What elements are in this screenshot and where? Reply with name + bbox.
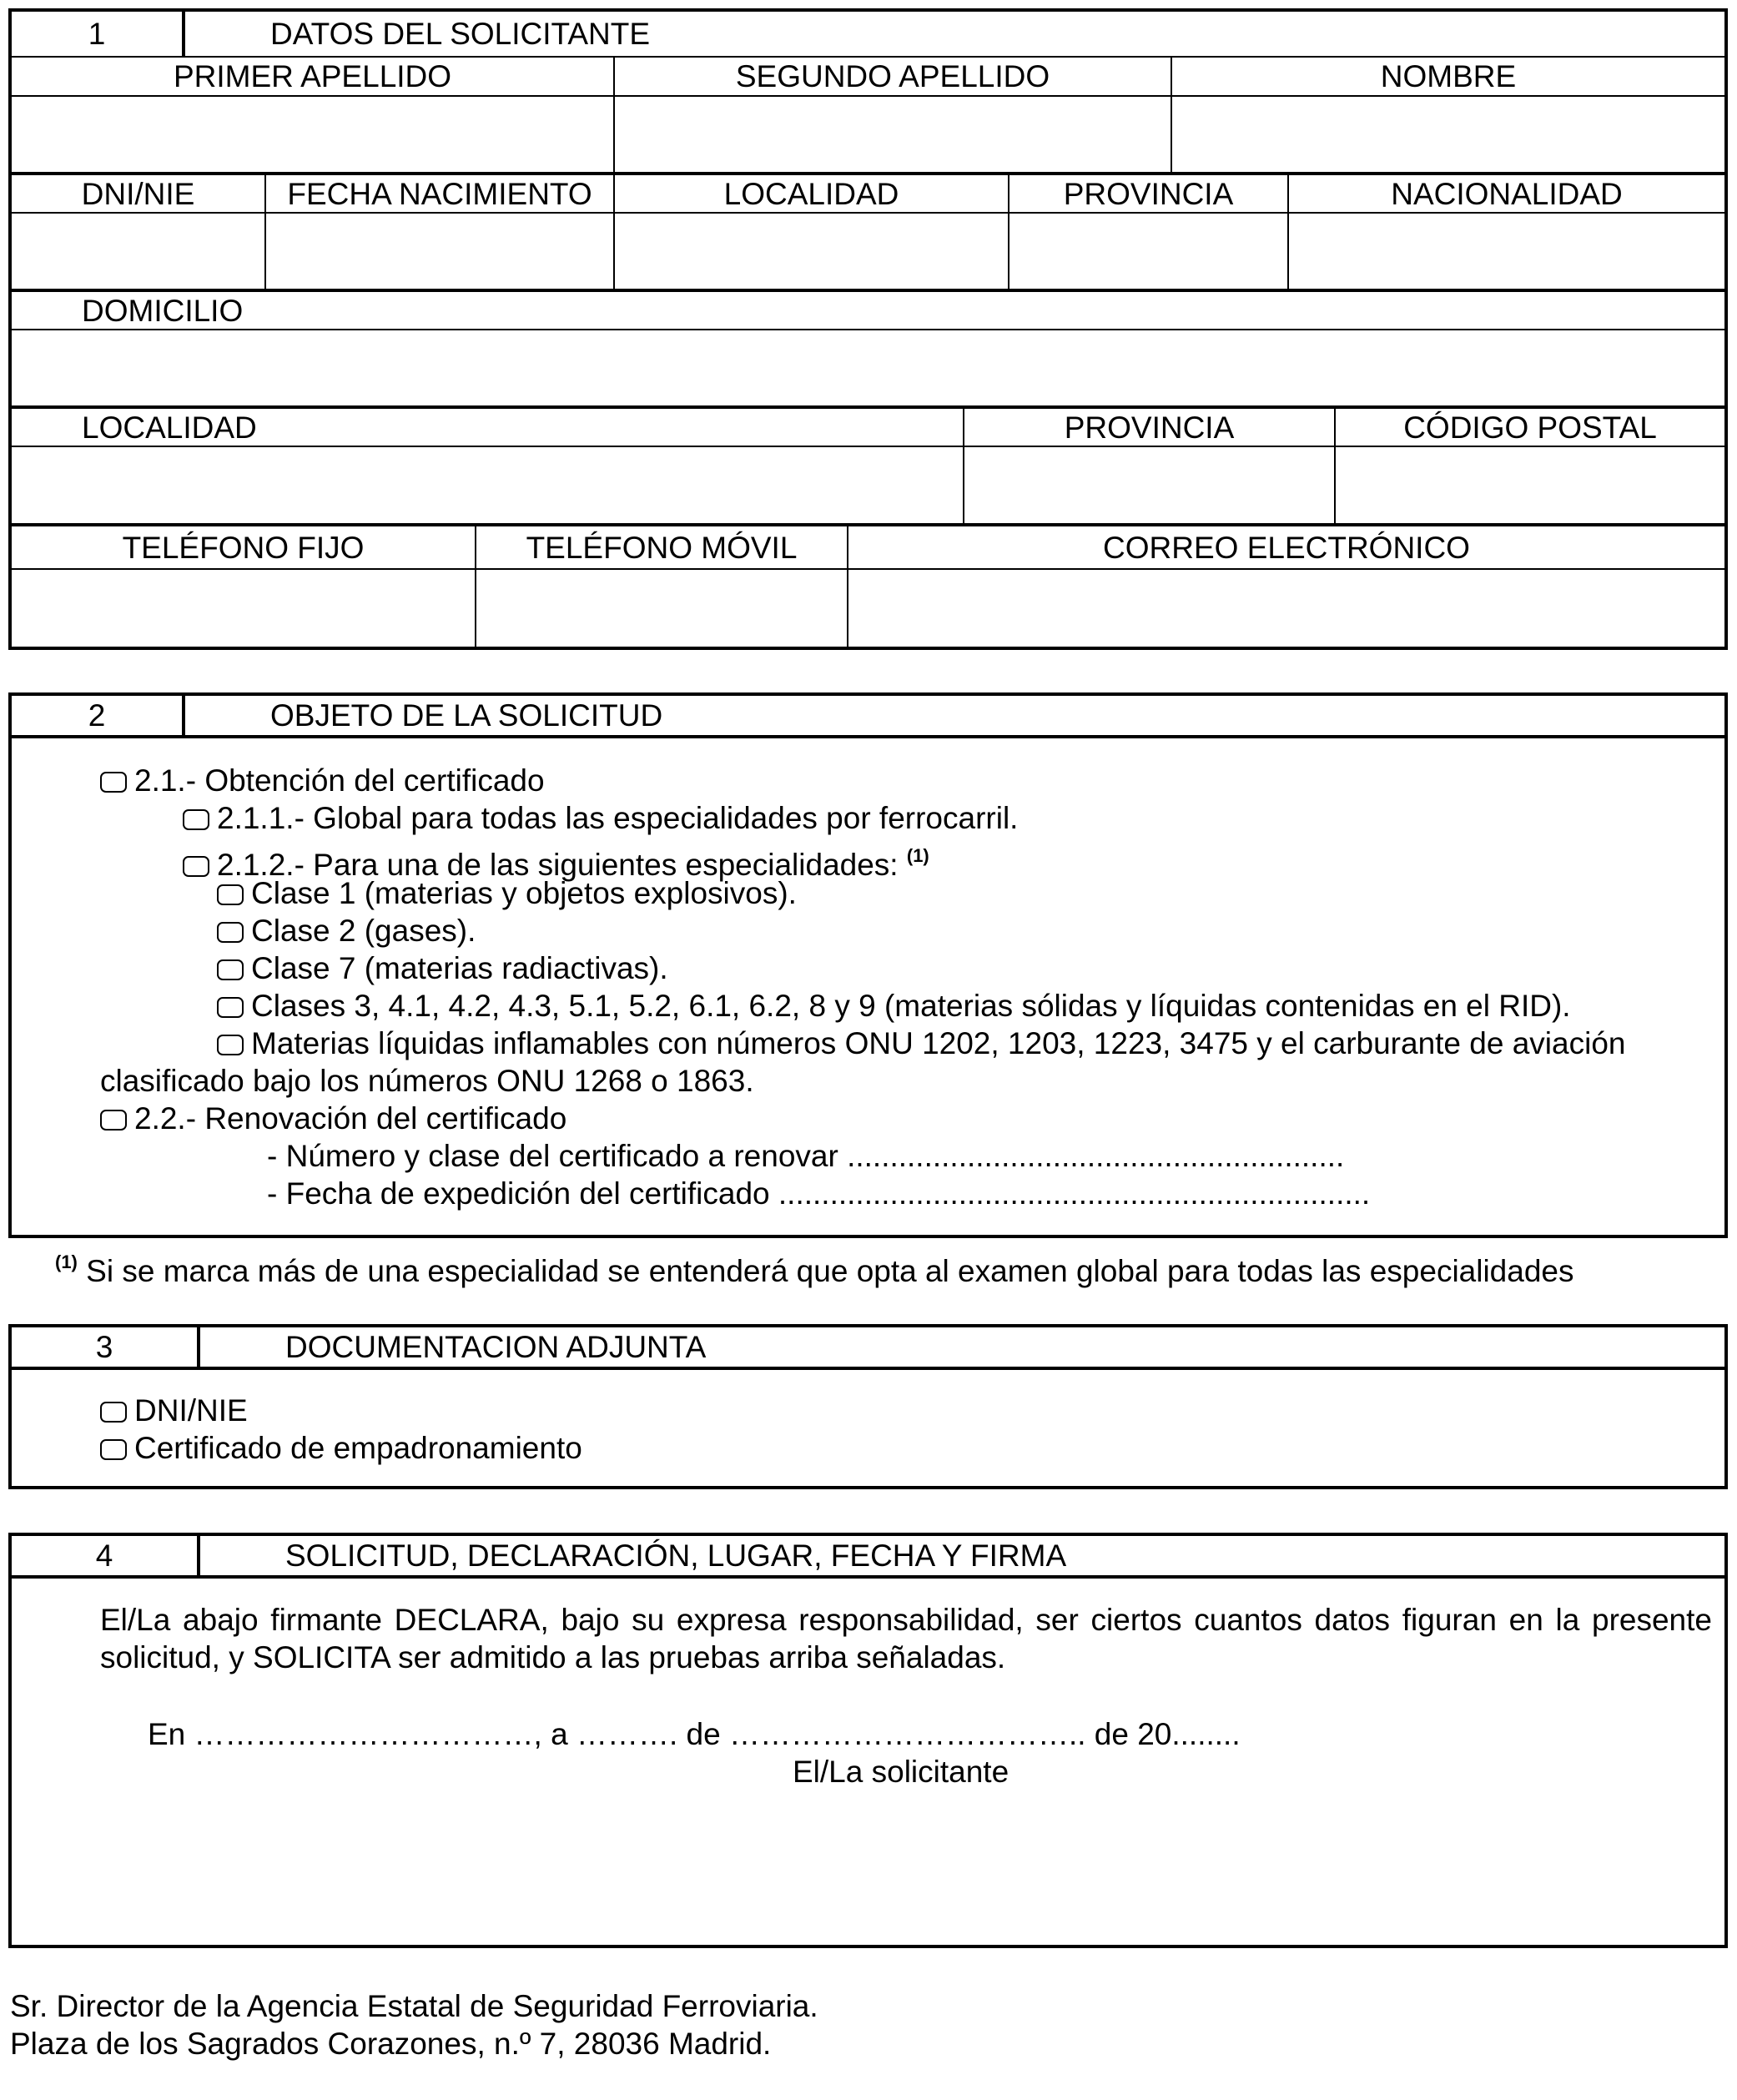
section-solicitud-firma xyxy=(8,1533,1728,1948)
option-obtencion-label: 2.1.- Obtención del certificado xyxy=(134,763,545,798)
doc-dni-nie[interactable] xyxy=(100,1392,248,1429)
checkbox-global[interactable] xyxy=(183,809,209,830)
option-liquidas-label-line1: Materias líquidas inflamables con números ONU 1202, 1203, 1223, 3475 y el carburante de aviación xyxy=(251,1026,1626,1060)
field-primer-apellido[interactable] xyxy=(12,97,615,172)
field-segundo-apellido[interactable] xyxy=(615,97,1172,172)
checkbox-clases-rid[interactable] xyxy=(217,997,244,1018)
section-2-header xyxy=(12,696,1724,738)
row-address-labels xyxy=(12,409,1724,447)
doc-empadronamiento[interactable] xyxy=(100,1429,582,1467)
footnote xyxy=(55,1243,1574,1290)
label-primer-apellido: PRIMER APELLIDO xyxy=(12,58,615,95)
fecha-expedicion-certificado[interactable]: - Fecha de expedición del certificado ..................................................................... xyxy=(267,1176,1371,1211)
section-1-header xyxy=(12,12,1724,58)
section-title: SOLICITUD, DECLARACIÓN, LUGAR, FECHA Y FIRMA xyxy=(285,1538,1067,1573)
option-clase-2[interactable] xyxy=(217,912,476,949)
label-provincia: PROVINCIA xyxy=(964,409,1336,446)
section-number: 1 xyxy=(12,12,185,56)
field-dni-nie[interactable] xyxy=(12,214,266,289)
section-title: DOCUMENTACION ADJUNTA xyxy=(285,1330,707,1364)
option-una-especialidad-label: 2.1.2.- Para una de las siguientes especialidades: xyxy=(217,848,907,882)
option-obtencion[interactable] xyxy=(100,762,545,799)
label-localidad: LOCALIDAD xyxy=(12,409,964,446)
field-localidad-nacimiento[interactable] xyxy=(615,214,1009,289)
declaration-text: El/La abajo firmante DECLARA, bajo su expresa responsabilidad, ser ciertos cuantos datos figuran en la presente solicitud, y SOLICITA ser admitido a las pruebas arriba señaladas. xyxy=(100,1603,1712,1674)
checkbox-obtencion[interactable] xyxy=(100,772,127,793)
option-global[interactable] xyxy=(183,799,1018,837)
field-localidad[interactable] xyxy=(12,447,964,523)
checkbox-clase-7[interactable] xyxy=(217,959,244,980)
footnote-text: Si se marca más de una especialidad se entenderá que opta al examen global para todas las especialidades xyxy=(77,1254,1574,1288)
option-clase-7-label: Clase 7 (materias radiactivas). xyxy=(251,951,668,985)
option-liquidas-label-line2: clasificado bajo los números ONU 1268 o 1863. xyxy=(100,1064,754,1098)
signer-label: El/La solicitante xyxy=(793,1755,1009,1789)
row-domicilio-field xyxy=(12,330,1724,409)
field-telefono-fijo[interactable] xyxy=(12,570,476,647)
field-fecha-nacimiento[interactable] xyxy=(266,214,615,289)
signature-area[interactable] xyxy=(596,1803,1180,1920)
label-codigo-postal: CÓDIGO POSTAL xyxy=(1403,410,1657,445)
checkbox-liquidas-inflamables[interactable] xyxy=(217,1035,244,1055)
option-clase-2-label: Clase 2 (gases). xyxy=(251,914,476,948)
checkbox-clase-2[interactable] xyxy=(217,922,244,943)
section-datos-solicitante xyxy=(8,8,1728,650)
row-identity-fields xyxy=(12,214,1724,292)
numero-clase-certificado[interactable]: - Número y clase del certificado a renovar .......................................................... xyxy=(267,1139,1345,1173)
label-domicilio: DOMICILIO xyxy=(82,293,244,328)
checkbox-una-especialidad[interactable] xyxy=(183,856,209,877)
option-clase-1-label: Clase 1 (materias y objetos explosivos). xyxy=(251,876,797,910)
option-clase-1[interactable] xyxy=(217,874,797,912)
option-global-label: 2.1.1.- Global para todas las especialidades por ferrocarril. xyxy=(217,801,1019,835)
field-domicilio[interactable] xyxy=(12,330,1724,405)
field-correo-electronico[interactable] xyxy=(848,570,1724,647)
label-nacionalidad: NACIONALIDAD xyxy=(1391,176,1623,211)
row-names-labels xyxy=(12,58,1724,97)
footnote-ref: (1) xyxy=(906,845,929,866)
label-nombre: NOMBRE xyxy=(1380,59,1517,93)
option-renovacion-label: 2.2.- Renovación del certificado xyxy=(134,1101,567,1136)
section-number: 3 xyxy=(12,1327,200,1367)
row-address-fields xyxy=(12,447,1724,526)
row-names-fields xyxy=(12,97,1724,175)
section-number: 2 xyxy=(12,696,185,735)
section-number: 4 xyxy=(12,1536,200,1575)
doc-dni-nie-label: DNI/NIE xyxy=(134,1393,248,1428)
section-4-header xyxy=(12,1536,1724,1579)
section-title: DATOS DEL SOLICITANTE xyxy=(270,17,651,51)
field-codigo-postal[interactable] xyxy=(1336,447,1724,523)
field-telefono-movil[interactable] xyxy=(476,570,848,647)
option-clase-7[interactable] xyxy=(217,949,668,987)
place-date-line[interactable]: En ……………………………, a ………. de …………………………….. de 20........ xyxy=(148,1717,1241,1751)
field-provincia[interactable] xyxy=(964,447,1336,523)
label-telefono-movil: TELÉFONO MÓVIL xyxy=(476,526,848,568)
address-line-2: Plaza de los Sagrados Corazones, n.º 7, 28036 Madrid. xyxy=(10,2027,772,2061)
label-dni-nie: DNI/NIE xyxy=(12,175,266,212)
option-liquidas-inflamables[interactable] xyxy=(217,1025,1625,1062)
label-correo-electronico: CORREO ELECTRÓNICO xyxy=(1103,530,1470,565)
checkbox-clase-1[interactable] xyxy=(217,884,244,905)
section-documentacion-adjunta xyxy=(8,1324,1728,1489)
section-objeto-solicitud xyxy=(8,692,1728,1238)
footnote-mark: (1) xyxy=(55,1251,78,1272)
field-provincia-nacimiento[interactable] xyxy=(1009,214,1289,289)
field-nombre[interactable] xyxy=(1172,97,1724,172)
address-line-1: Sr. Director de la Agencia Estatal de Seguridad Ferroviaria. xyxy=(10,1989,818,2023)
row-contact-labels xyxy=(12,526,1724,570)
option-clases-rid[interactable] xyxy=(217,987,1571,1025)
checkbox-empadronamiento[interactable] xyxy=(100,1439,127,1460)
section-title: OBJETO DE LA SOLICITUD xyxy=(270,698,663,733)
label-provincia-nacimiento: PROVINCIA xyxy=(1009,175,1289,212)
label-localidad-nacimiento: LOCALIDAD xyxy=(615,175,1009,212)
field-nacionalidad[interactable] xyxy=(1289,214,1724,289)
checkbox-dni-nie[interactable] xyxy=(100,1402,127,1423)
option-clases-rid-label: Clases 3, 4.1, 4.2, 4.3, 5.1, 5.2, 6.1, 6.2, 8 y 9 (materias sólidas y líquidas contenidas en el RID). xyxy=(251,989,1571,1023)
doc-empadronamiento-label: Certificado de empadronamiento xyxy=(134,1431,582,1465)
label-segundo-apellido: SEGUNDO APELLIDO xyxy=(615,58,1172,95)
option-renovacion[interactable] xyxy=(100,1100,566,1137)
checkbox-renovacion[interactable] xyxy=(100,1110,127,1131)
section-3-header xyxy=(12,1327,1724,1370)
label-fecha-nacimiento: FECHA NACIMIENTO xyxy=(266,175,615,212)
label-telefono-fijo: TELÉFONO FIJO xyxy=(12,526,476,568)
row-domicilio-label xyxy=(12,292,1724,330)
row-contact-fields xyxy=(12,570,1724,647)
row-identity-labels xyxy=(12,175,1724,214)
